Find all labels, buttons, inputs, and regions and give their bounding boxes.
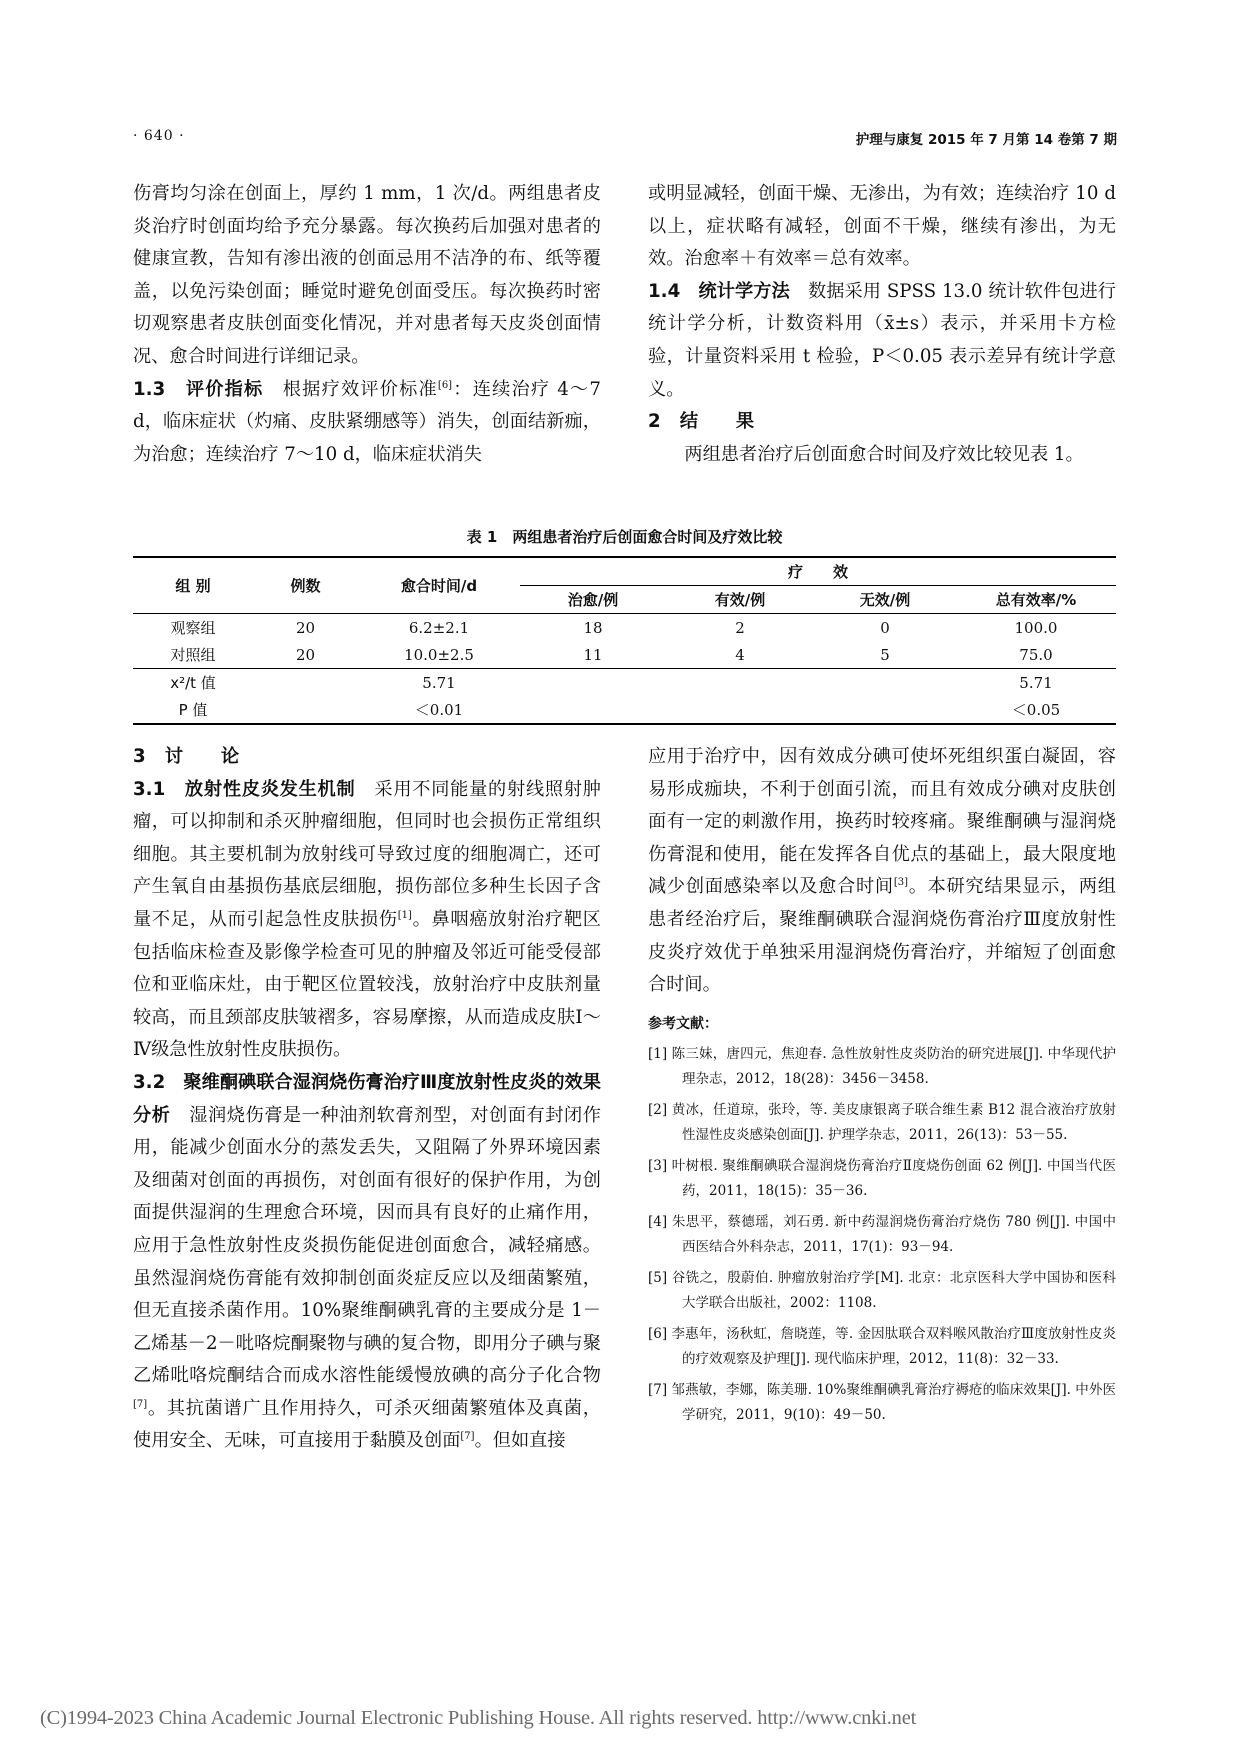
discussion-text-a: 应用于治疗中，因有效成分碘可使坏死组织蛋白凝固，容易形成痂块，不利于创面引流，而且有效成分碘对皮肤创面有一定的刺激作用，换药时较疼痛。聚维酮碘与湿润烧伤膏混和使用，能在发挥各自优点的基础上，最大限度地减少创面感染率以及愈合时间 [648, 746, 1116, 898]
cell-empty [253, 669, 358, 697]
cell-stat-time: 5.71 [422, 673, 456, 692]
discussion-text-b: 。本研究结果显示，两组患者经治疗后，聚维酮碘联合湿润烧伤膏治疗Ⅲ度放射性皮炎疗效优于单独采用湿润烧伤膏治疗，并缩短了创面愈合时间。 [648, 876, 1116, 996]
results-table [133, 556, 1116, 725]
reference-item: [3] 叶树根. 聚维酮碘联合湿润烧伤膏治疗Ⅱ度烧伤创面 62 例[J]. 中国当代医药，2011，18(15)：35－36. [648, 1158, 1116, 1200]
section-1-4 [648, 276, 1116, 406]
col-effect-header: 疗 效 [520, 557, 1116, 586]
citation: [7] [460, 1431, 475, 1443]
cell-ineffective: 0 [880, 618, 890, 637]
col-n-header: 例数 [290, 577, 321, 595]
reference-item: [2] 黄冰，任道琼，张玲，等. 美皮康银离子联合维生素 B12 混合液治疗放射性湿性皮炎感染创面[J]. 护理学杂志，2011，26(13)：53－55. [648, 1102, 1116, 1144]
citation: [1] [397, 909, 412, 921]
cell-n: 20 [295, 645, 316, 664]
cell-rate: 75.0 [1019, 645, 1053, 664]
cell-group: 对照组 [170, 646, 216, 664]
cell-empty [666, 669, 814, 697]
method-paragraph: 伤膏均匀涂在创面上，厚约 1 mm，1 次/d。两组患者皮炎治疗时创面均给予充分暴露。每次换药后加强对患者的健康宣教，告知有渗出液的创面忌用不洁净的布、纸等覆盖，以免污染创面；睡觉时避免创面受压。每次换药时密切观察患者皮肤创面变化情况，并对患者每天皮炎创面情况、愈合时间进行详细记录。 [133, 183, 601, 367]
cell-effective: 4 [735, 645, 745, 664]
section-3-1-title: 3.1 放射性皮炎发生机制 [133, 778, 356, 800]
criteria-continuation: 或明显减轻，创面干燥、无渗出，为有效；连续治疗 10 d 以上，症状略有减轻，创面不干燥，继续有渗出，为无效。治愈率＋有效率＝总有效率。 [648, 183, 1116, 270]
results-paragraph: 两组患者治疗后创面愈合时间及疗效比较见表 1。 [684, 443, 1084, 465]
cell-empty [253, 696, 358, 724]
citation: [6] [437, 379, 453, 391]
cell-p-rate: ＜0.05 [1011, 701, 1061, 719]
cell-cured: 11 [583, 645, 603, 664]
cell-rate: 100.0 [1014, 618, 1058, 637]
reference-item: [1] 陈三妹，唐四元，焦迎春. 急性放射性皮炎防治的研究进展[J]. 中华现代护理杂志，2012，18(28)：3456－3458. [648, 1046, 1116, 1088]
cell-empty [520, 696, 666, 724]
section-3-2-title: 3.2 聚维酮碘联合湿润烧伤膏治疗Ⅲ度放射性皮炎的效果分析 [133, 1071, 601, 1126]
section-1-3-text-a: 根据疗效评价标准 [263, 378, 438, 400]
table-row [133, 614, 1116, 642]
left-column-top [133, 178, 601, 471]
left-column-bottom [133, 741, 601, 1458]
col-time-header: 愈合时间/d [400, 577, 478, 595]
page-number: · 640 · [133, 128, 185, 144]
section-3-2-text-a: 湿润烧伤膏是一种油剂软膏剂型，对创面有封闭作用，能减少创面水分的蒸发丢失，又阻隔了外界环境因素及细菌对创面的再损伤，对创面有很好的保护作用，为创面提供湿润的生理愈合环境，因而具有良好的止痛作用，应用于急性放射性皮炎损伤能促进创面愈合，减轻痛感。虽然湿润烧伤膏能有效抑制创面炎症反应以及细菌繁殖，但无直接杀菌作用。10%聚维酮碘乳膏的主要成分是 1－乙烯基－2－吡咯烷酮聚物与碘的复合物，即用分子碘与聚乙烯吡咯烷酮结合而成水溶性能缓慢放碘的高分子化合物 [133, 1104, 601, 1387]
cell-time: 10.0±2.5 [404, 645, 474, 664]
section-1-3 [133, 374, 601, 472]
reference-item: [5] 谷铣之，殷蔚伯. 肿瘤放射治疗学[M]. 北京：北京医科大学中国协和医科大学联合出版社，2002：1108. [648, 1270, 1116, 1312]
section-3-2-text-b: 。其抗菌谱广且作用持久，可杀灭细菌繁殖体及真菌，使用安全、无味，可直接用于黏膜及创面 [133, 1397, 601, 1452]
sub-col-rate: 总有效率/% [995, 591, 1077, 609]
cell-n: 20 [295, 618, 316, 637]
discussion-continuation [648, 741, 1116, 1002]
sub-col-cured: 治愈/例 [567, 591, 619, 609]
references-title: 参考文献： [648, 1015, 718, 1032]
reference-item: [4] 朱思平，蔡德瑶，刘石勇. 新中药湿润烧伤膏治疗烧伤 780 例[J]. 中国中西医结合外科杂志，2011，17(1)：93－94. [648, 1214, 1116, 1256]
right-column-bottom [648, 741, 1116, 1434]
section-3-2 [133, 1067, 601, 1458]
table-caption: 表 1 两组患者治疗后创面愈合时间及疗效比较 [466, 528, 783, 546]
copyright-footer: (C)1994-2023 China Academic Journal Electronic Publishing House. All rights reserved. http://www.cnki.net [40, 1707, 917, 1729]
reference-item: [7] 邹燕敏，李娜，陈美珊. 10%聚维酮碘乳膏治疗褥疮的临床效果[J]. 中外医学研究，2011，9(10)：49－50. [648, 1382, 1116, 1424]
cell-p-time: ＜0.01 [414, 701, 464, 719]
col-group-header: 组 别 [175, 577, 211, 595]
section-1-3-title: 1.3 评价指标 [133, 378, 264, 400]
table-row-stat [133, 669, 1116, 697]
citation: [3] [893, 877, 908, 889]
cell-empty [666, 696, 814, 724]
section-2-title: 2 结 果 [648, 411, 755, 433]
cell-effective: 2 [735, 618, 745, 637]
table-row [133, 641, 1116, 669]
cell-time: 6.2±2.1 [408, 618, 470, 637]
section-3-1 [133, 774, 601, 1067]
right-column-top [648, 178, 1116, 471]
cell-empty [814, 669, 956, 697]
sub-col-effective: 有效/例 [714, 591, 766, 609]
cell-stat-label: x²/t 值 [170, 674, 216, 692]
section-3-1-text-b: 。鼻咽癌放射治疗靶区包括临床检查及影像学检查可见的肿瘤及邻近可能受侵部位和亚临床灶，由于靶区位置较浅，放射治疗中皮肤剂量较高，而且颈部皮肤皱褶多，容易摩擦，从而造成皮肤Ⅰ～Ⅳ级急性放射性皮肤损伤。 [133, 908, 601, 1061]
section-1-4-title: 1.4 统计学方法 [648, 280, 790, 302]
cell-empty [814, 696, 956, 724]
reference-item: [6] 李惠年，汤秋虹，詹晓莲，等. 金因肽联合双料喉风散治疗Ⅲ度放射性皮炎的疗效观察及护理[J]. 现代临床护理，2012，11(8)：32－33. [648, 1326, 1116, 1368]
cell-cured: 18 [583, 618, 603, 637]
section-1-3-text-b: ：连续治疗 4～7 d，临床症状（灼痛、皮肤紧绷感等）消失，创面结新痂，为治愈；连续治疗 7～10 d，临床症状消失 [133, 378, 601, 465]
journal-header: 护理与康复 2015 年 7 月第 14 卷第 7 期 [855, 132, 1117, 148]
cell-empty [520, 669, 666, 697]
cell-stat-rate: 5.71 [1019, 673, 1053, 692]
cell-ineffective: 5 [880, 645, 890, 664]
references-list [648, 1042, 1116, 1428]
sub-col-ineffective: 无效/例 [859, 591, 911, 609]
cell-group: 观察组 [170, 619, 216, 637]
section-3-1-text-a: 采用不同能量的射线照射肿瘤，可以抑制和杀灭肿瘤细胞，但同时也会损伤正常组织细胞。其主要机制为放射线可导致过度的细胞凋亡，还可产生氧自由基损伤基底层细胞，损伤部位多种生长因子含量不足，从而引起急性皮肤损伤 [133, 778, 601, 930]
cell-p-label: P 值 [178, 701, 208, 719]
citation: [7] [133, 1398, 148, 1410]
section-3-title: 3 讨 论 [133, 746, 240, 767]
table-row-p [133, 696, 1116, 724]
section-3-2-text-c: 。但如直接 [474, 1430, 566, 1452]
section-1-4-text: 数据采用 SPSS 13.0 统计软件包进行统计学分析，计数资料用（x̄±s）表示，并采用卡方检验，计量资料采用 t 检验，P＜0.05 表示差异有统计学意义。 [648, 280, 1116, 400]
